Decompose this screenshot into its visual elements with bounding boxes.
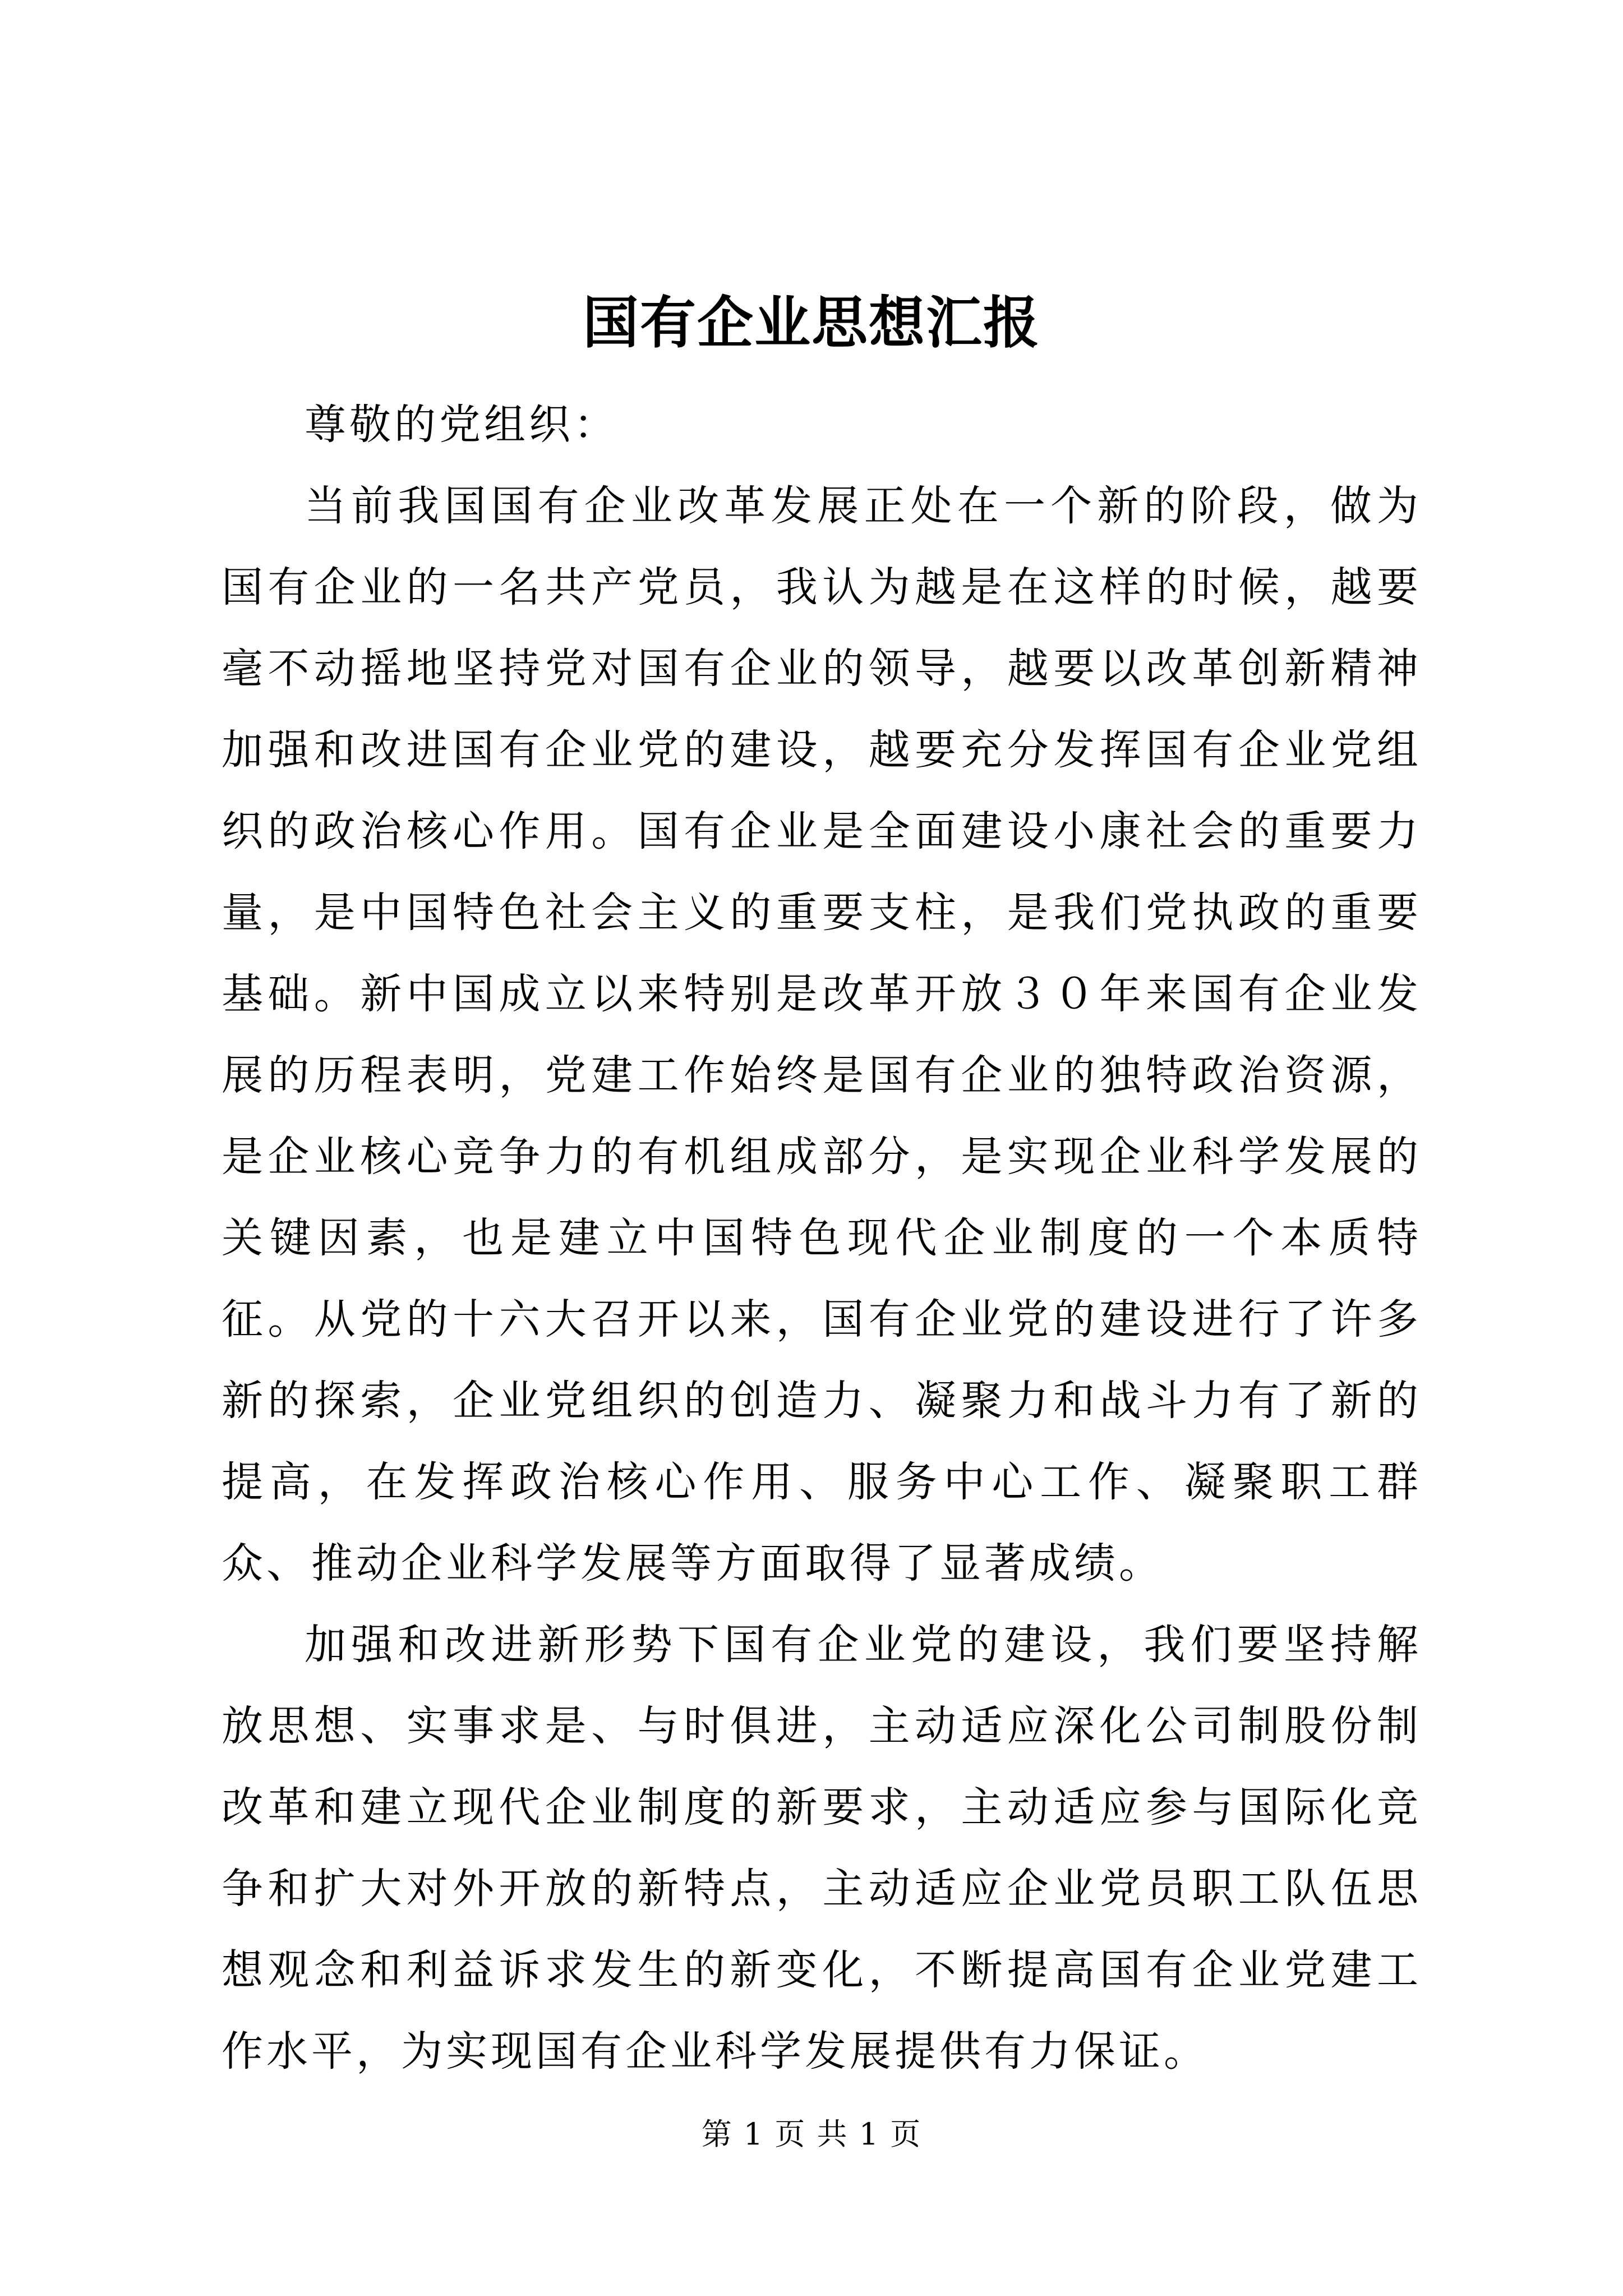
salutation: 尊敬的党组织： — [305, 401, 619, 449]
paragraph-1: 当前我国国有企业改革发展正处在一个新的阶段，做为国有企业的一名共产党员，我认为越是在这样的时候，越要毫不动摇地坚持党对国有企业的领导，越要以改革创新精神加强和改进国有企业党的建设，越要充分发挥国有企业党组织的政治核心作用。国有企业是全面建设小康社会的重要力量，是中国特色社会主义的重要支柱，是我们党执政的重要基础。新中国成立以来特别是改革开放３０年来国有企业发展的历程表明，党建工作始终是国有企业的独特政治资源，是企业核心竞争力的有机组成部分，是实现企业科学发展的关键因素，也是建立中国特色现代企业制度的一个本质特征。从党的十六大召开以来，国有企业党的建设进行了许多新的探索，企业党组织的创造力、凝聚力和战斗力有了新的提高，在发挥政治核心作用、服务中心工作、凝聚职工群众、推动企业科学发展等方面取得了显著成绩。 — [222, 482, 1422, 1588]
document-body — [222, 384, 1422, 2092]
page-footer: 第 1 页 共 1 页 — [701, 2116, 922, 2152]
paragraph-2: 加强和改进新形势下国有企业党的建设，我们要坚持解放思想、实事求是、与时俱进，主动适应深化公司制股份制改革和建立现代企业制度的新要求，主动适应参与国际化竞争和扩大对外开放的新特点，主动适应企业党员职工队伍思想观念和利益诉求发生的新变化，不断提高国有企业党建工作水平，为实现国有企业科学发展提供有力保证。 — [222, 1621, 1422, 2076]
document-title: 国有企业思想汇报 — [583, 289, 1040, 356]
